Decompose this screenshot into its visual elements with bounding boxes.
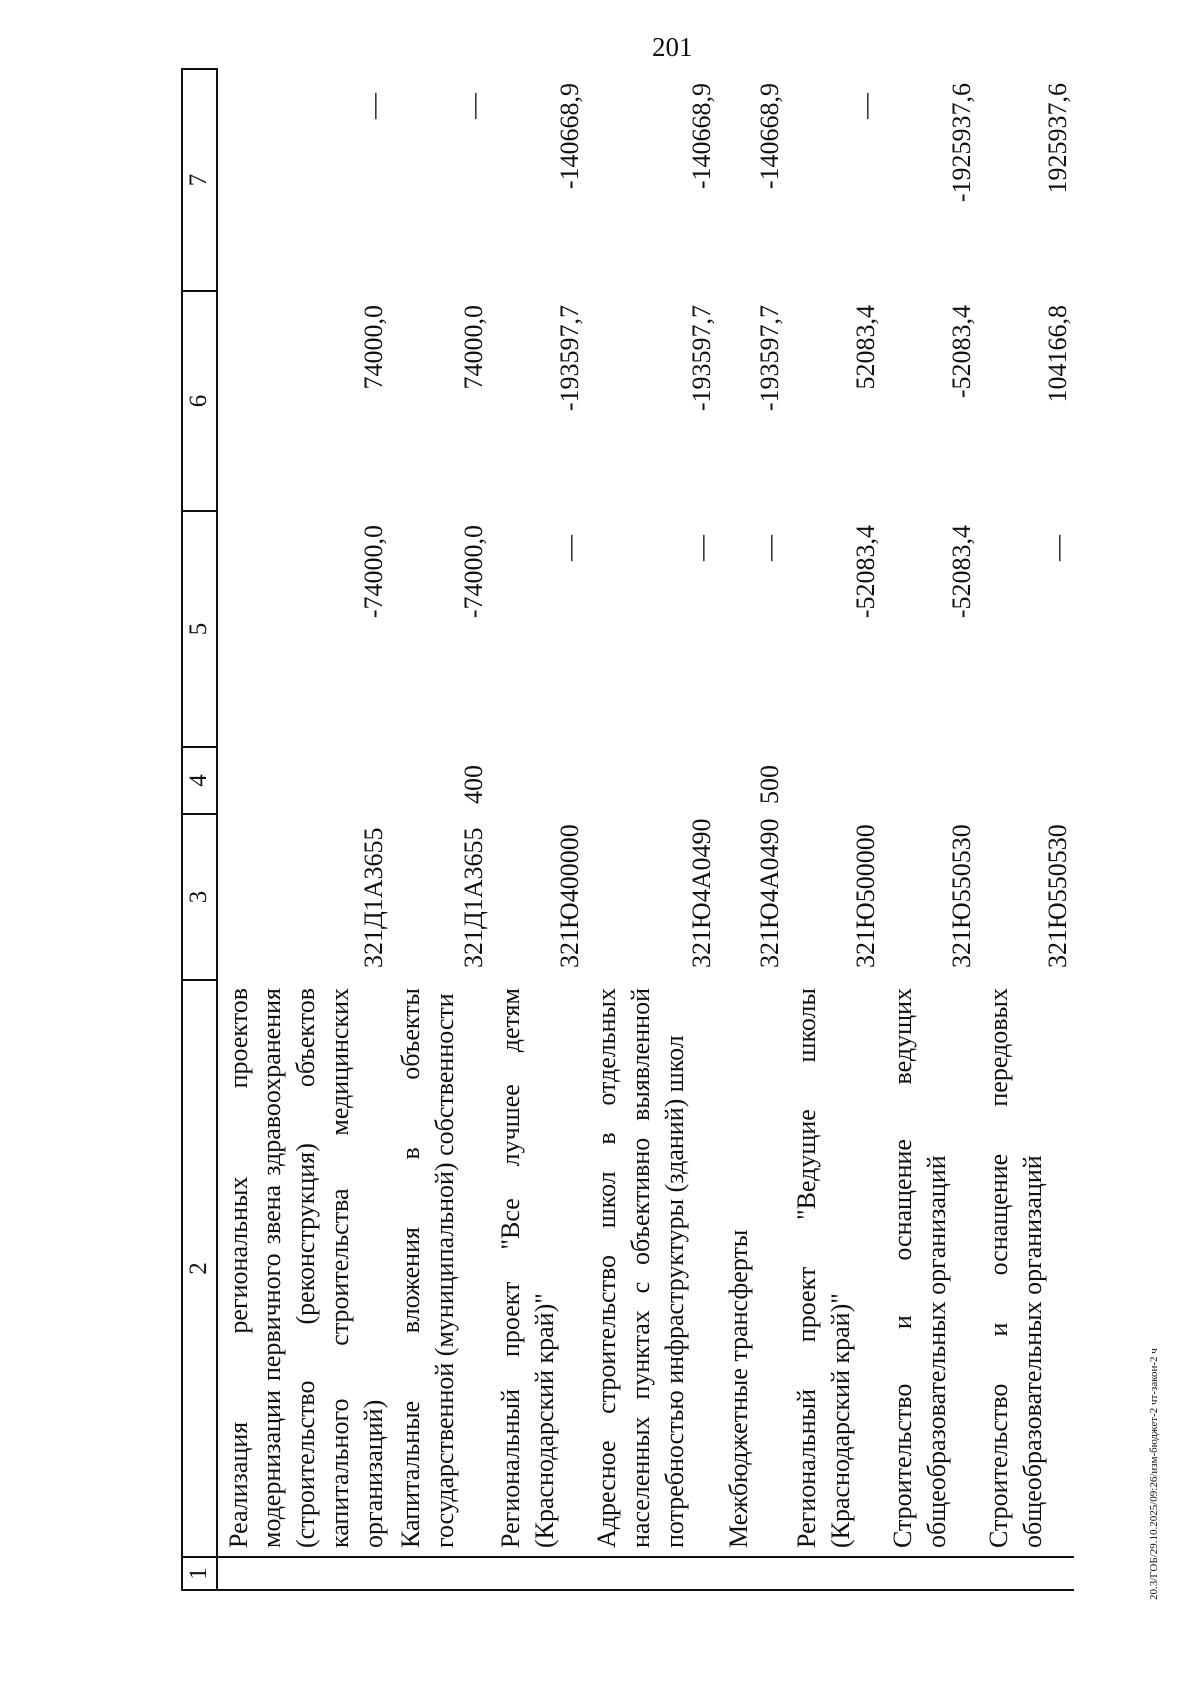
row-code: 321Ю4А0490 [754, 818, 784, 968]
table-row [490, 69, 586, 1590]
row-col5: — [1042, 535, 1072, 561]
row-col7: -1925937,6 [946, 83, 976, 203]
header-cell: 6 [182, 291, 217, 511]
row-index-cell [718, 1557, 786, 1590]
row-kvr: 400 [458, 765, 488, 804]
row-col6: -52083,4 [946, 305, 976, 399]
row-index-cell [882, 1557, 978, 1590]
row-code: 321Д1А3655 [358, 827, 388, 968]
row-kvr [217, 747, 391, 814]
row-name: Капитальные вложения в объекты государственной (муниципальной) собственности [396, 988, 460, 1548]
row-col7: -140668,9 [686, 83, 716, 190]
table-row [586, 69, 718, 1590]
row-code: 321Ю4А0490 [686, 818, 716, 968]
table-row [882, 69, 978, 1590]
row-index-cell [217, 1557, 391, 1590]
table-row [786, 69, 882, 1590]
footer-code: 20.3/ГОБ/29.10.2025/09:26/изм-бюджет-2 чт-закон-2 ч [1148, 1348, 1160, 1600]
row-col6: -193597,7 [554, 305, 584, 412]
row-col7: 1925937,6 [1042, 83, 1072, 194]
row-kvr [978, 747, 1074, 814]
row-col5: -74000,0 [458, 525, 488, 619]
row-kvr [490, 747, 586, 814]
row-kvr [586, 747, 718, 814]
row-col7: -140668,9 [554, 83, 584, 190]
header-cell: 1 [182, 1557, 217, 1590]
table-header-row [182, 69, 217, 1590]
row-code: 321Ю550530 [946, 824, 976, 968]
row-name: Адресное строительство школ в отдельных населенных пунктах с объективно выявленной потребностью инфраструктуры (зданий) школ [592, 988, 690, 1548]
row-col7: — [850, 93, 880, 119]
budget-table [181, 68, 1074, 1591]
table-row [217, 69, 391, 1590]
row-index-cell [390, 1557, 490, 1590]
budget-table-rotated [181, 70, 1124, 1591]
row-code: 321Ю550530 [1042, 824, 1072, 968]
row-col6: 74000,0 [458, 305, 488, 390]
row-col6: 52083,4 [850, 305, 880, 390]
row-col5: -52083,4 [946, 525, 976, 619]
row-code: 321Д1А3655 [458, 827, 488, 968]
row-col7: — [458, 93, 488, 119]
row-col5: -52083,4 [850, 525, 880, 619]
row-kvr [882, 747, 978, 814]
row-col7: — [358, 93, 388, 119]
page-number: 201 [652, 32, 693, 62]
table-row [390, 69, 490, 1590]
table-row [978, 69, 1074, 1590]
row-col5: — [754, 535, 784, 561]
row-col6: -193597,7 [754, 305, 784, 412]
header-cell: 3 [182, 814, 217, 980]
row-name: Строительство и оснащение ведущих общеобразовательных организаций [888, 988, 952, 1548]
row-name: Реализация региональных проектов модернизации первичного звена здравоохранения (строительство (реконструкция) объектов капитального строительства медицинских организаций) [223, 988, 388, 1548]
row-kvr [786, 747, 882, 814]
row-col7: -140668,9 [754, 83, 784, 190]
row-col5: — [554, 535, 584, 561]
row-name: Региональный проект "Все лучшее детям (Краснодарский край)" [496, 988, 560, 1548]
row-col6: 74000,0 [358, 305, 388, 390]
row-col6: -193597,7 [686, 305, 716, 412]
table-row [718, 69, 786, 1590]
header-cell: 7 [182, 69, 217, 291]
header-cell: 5 [182, 511, 217, 747]
row-index-cell [786, 1557, 882, 1590]
row-index-cell [586, 1557, 718, 1590]
row-code: 321Ю400000 [554, 824, 584, 968]
row-code: 321Ю500000 [850, 824, 880, 968]
row-name: Региональный проект "Ведущие школы (Краснодарский край)" [792, 988, 856, 1548]
row-name: Строительство и оснащение передовых общеобразовательных организаций [984, 988, 1048, 1548]
row-col5: -74000,0 [358, 525, 388, 619]
row-col6: 104166,8 [1042, 305, 1072, 403]
header-cell: 2 [182, 980, 217, 1557]
row-index-cell [978, 1557, 1074, 1590]
row-col5: — [686, 535, 716, 561]
row-kvr: 500 [754, 765, 784, 804]
header-cell: 4 [182, 747, 217, 814]
row-name: Межбюджетные трансферты [724, 1229, 754, 1548]
row-index-cell [490, 1557, 586, 1590]
